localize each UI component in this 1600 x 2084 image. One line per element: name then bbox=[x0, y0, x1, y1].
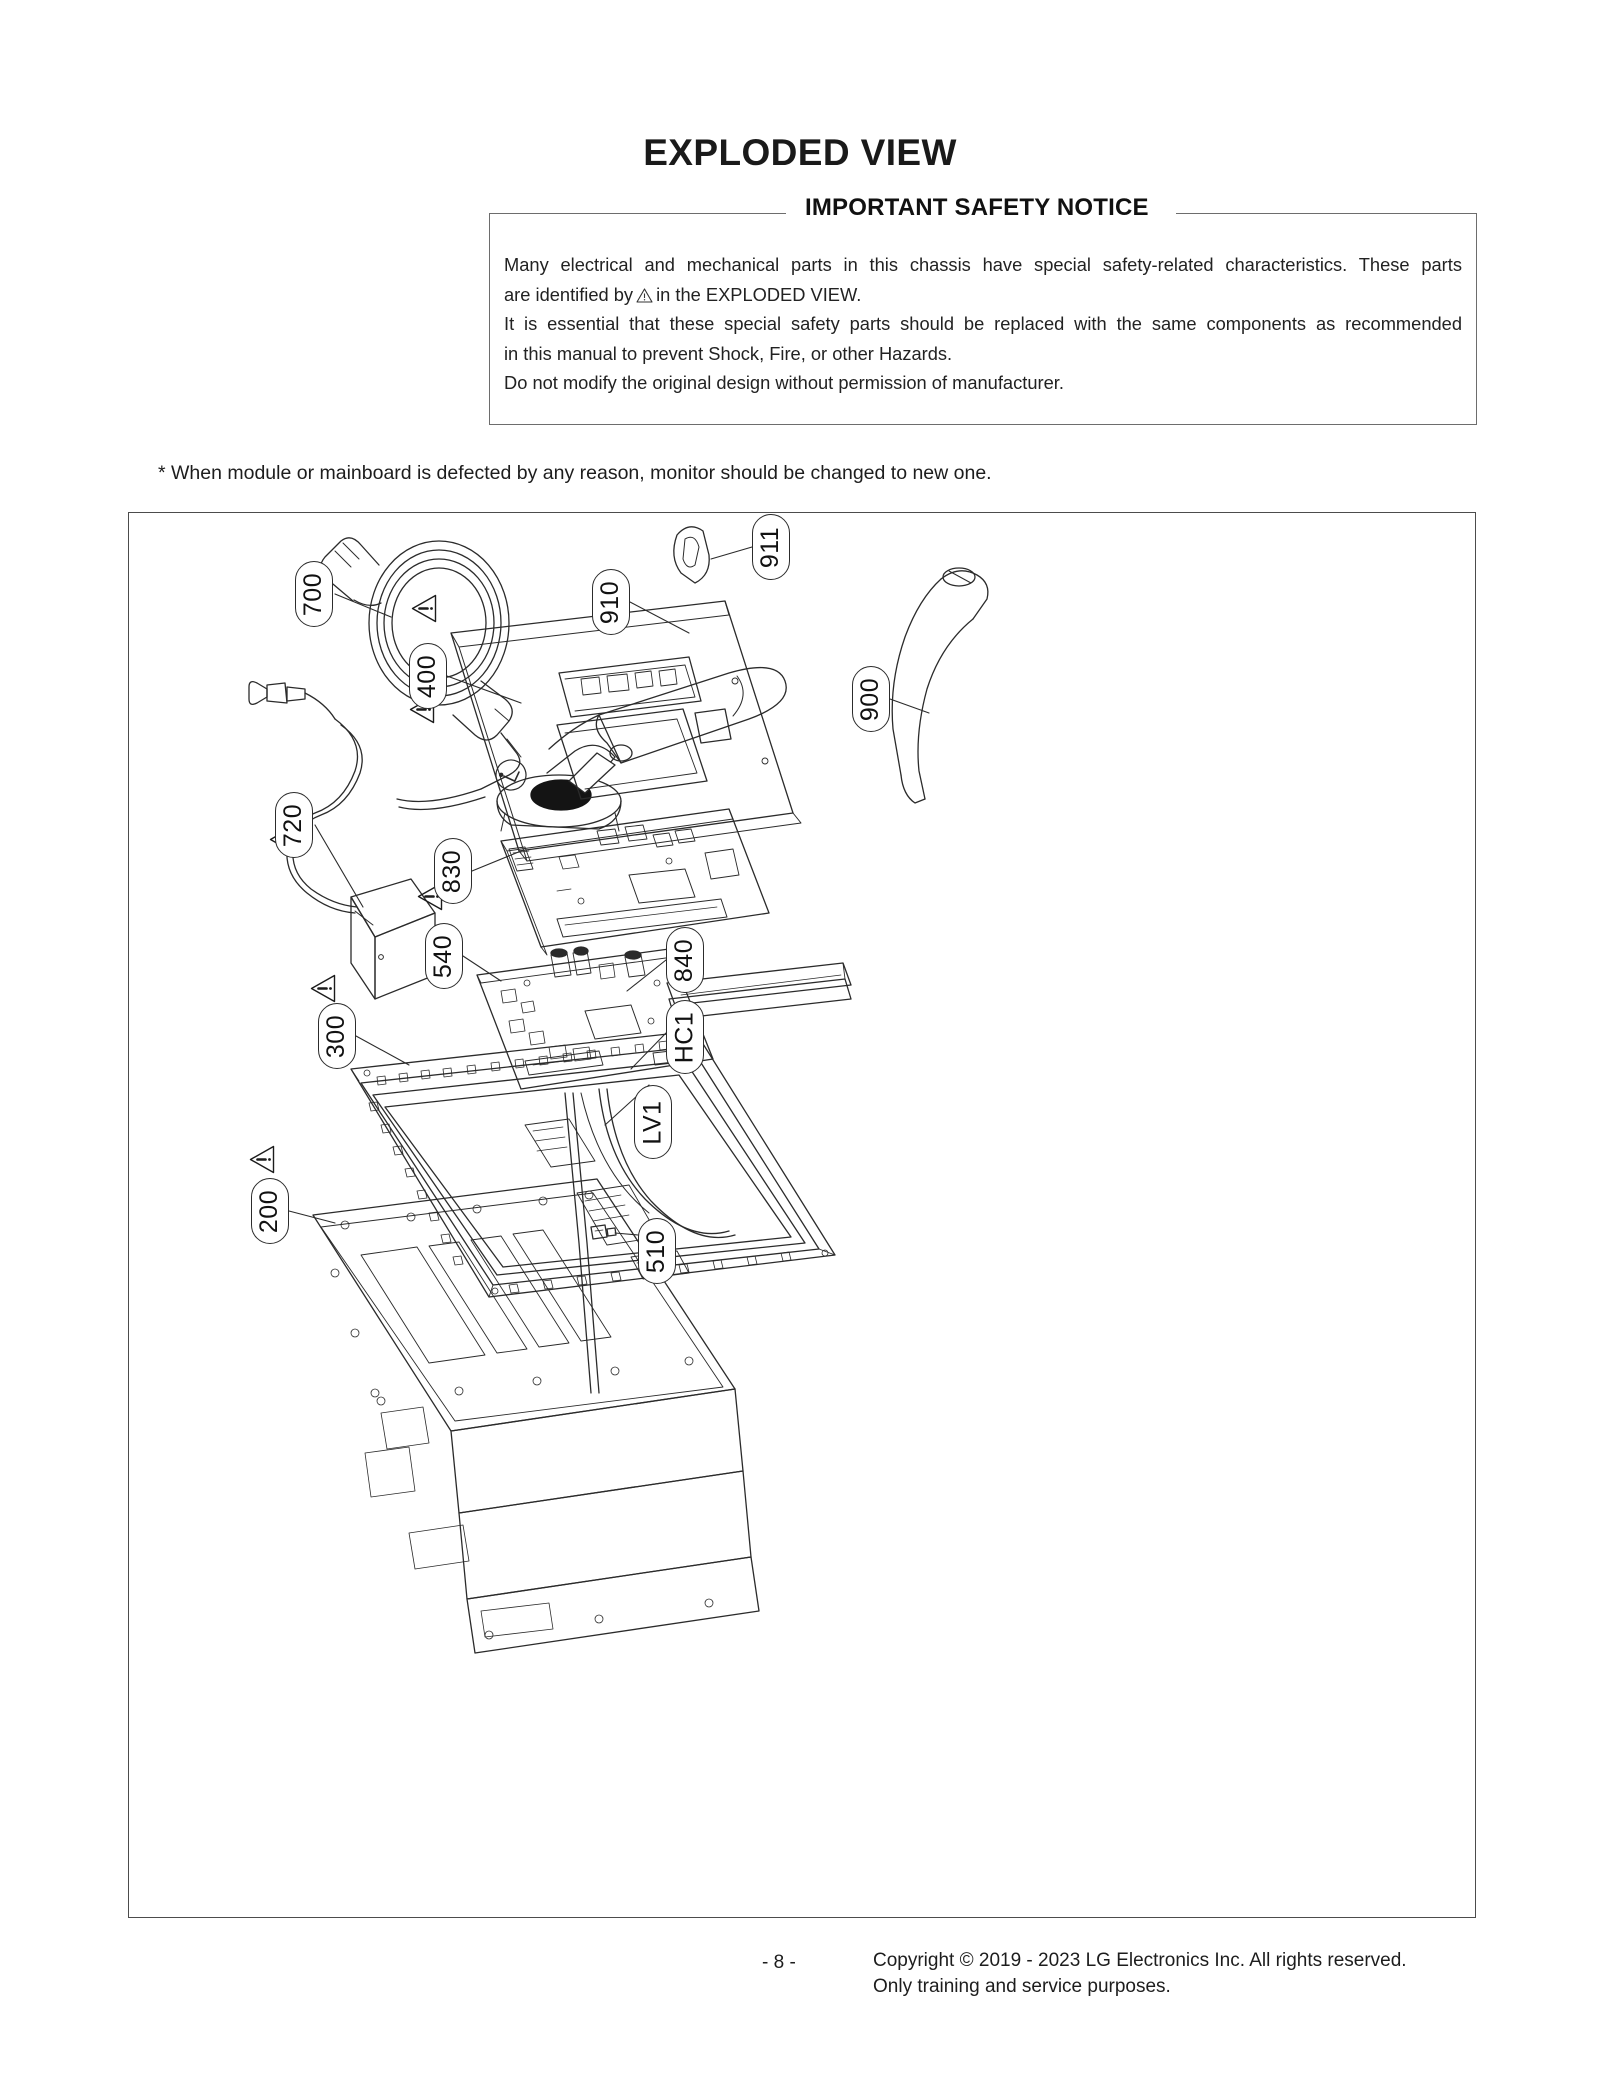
callout-LV1[interactable] bbox=[634, 1085, 672, 1159]
callout-HC1[interactable] bbox=[666, 1000, 704, 1074]
copyright-line-1: Copyright © 2019 - 2023 LG Electronics Inc. All rights reserved. bbox=[873, 1950, 1407, 1971]
callout-label: 840 bbox=[670, 938, 699, 982]
part-stand-cap bbox=[674, 527, 709, 583]
callout-840[interactable] bbox=[666, 927, 704, 993]
callout-700[interactable] bbox=[295, 561, 333, 627]
leader-lines bbox=[289, 547, 929, 1235]
safety-line-1: Many electrical and mechanical parts in this chassis have special safety-related characteristics. These parts bbox=[504, 254, 1462, 275]
part-lcd-panel bbox=[313, 1179, 759, 1653]
callout-200[interactable] bbox=[251, 1178, 289, 1244]
part-stand-base bbox=[892, 568, 988, 803]
warning-triangle-icon bbox=[310, 974, 337, 1004]
callout-label: 900 bbox=[856, 677, 885, 721]
callout-label: 830 bbox=[438, 849, 467, 893]
safety-line-5: Do not modify the original design without permission of manufacturer. bbox=[504, 372, 1064, 393]
page-number: - 8 - bbox=[762, 1952, 796, 1973]
callout-label: HC1 bbox=[670, 1011, 699, 1063]
safety-line-2 bbox=[504, 280, 1464, 310]
callout-910[interactable] bbox=[592, 569, 630, 635]
callout-label: 910 bbox=[596, 580, 625, 624]
warning-triangle-icon bbox=[249, 1145, 276, 1175]
part-stand-arm bbox=[497, 668, 786, 831]
callout-label: 540 bbox=[429, 934, 458, 978]
callout-label: 400 bbox=[413, 654, 442, 698]
callout-911[interactable] bbox=[752, 514, 790, 580]
callout-label: LV1 bbox=[638, 1099, 667, 1145]
safety-notice-heading: IMPORTANT SAFETY NOTICE bbox=[795, 194, 1159, 222]
exploded-view-diagram bbox=[128, 512, 1476, 1918]
callout-label: 700 bbox=[299, 572, 328, 616]
callout-900[interactable] bbox=[852, 666, 890, 732]
part-control-board bbox=[501, 809, 769, 955]
copyright-line-2: Only training and service purposes. bbox=[873, 1976, 1171, 1997]
safety-line-2a: are identified by bbox=[504, 283, 634, 305]
safety-line-4: in this manual to prevent Shock, Fire, or other Hazards. bbox=[504, 342, 953, 364]
callout-720[interactable] bbox=[275, 792, 313, 858]
safety-line-2b: in the EXPLODED VIEW. bbox=[656, 283, 862, 305]
callout-300[interactable] bbox=[318, 1003, 356, 1069]
safety-line-3: It is essential that these special safety parts should be replaced with the same components as recommended bbox=[504, 313, 1462, 334]
callout-label: 720 bbox=[279, 803, 308, 847]
part-screw bbox=[591, 1225, 616, 1239]
copyright-notice bbox=[873, 1948, 1407, 2000]
callout-label: 200 bbox=[255, 1189, 284, 1233]
callout-510[interactable] bbox=[638, 1218, 676, 1284]
callout-400[interactable] bbox=[409, 643, 447, 709]
safety-notice-text bbox=[504, 250, 1464, 398]
page-title: EXPLODED VIEW bbox=[643, 132, 957, 173]
callout-label: 911 bbox=[756, 526, 785, 568]
warning-triangle-icon bbox=[636, 282, 653, 297]
callout-label: 510 bbox=[642, 1229, 671, 1273]
module-note: * When module or mainboard is defected by any reason, monitor should be changed to new one. bbox=[158, 462, 992, 484]
callout-label: 300 bbox=[322, 1014, 351, 1058]
callout-540[interactable] bbox=[425, 923, 463, 989]
callout-830[interactable] bbox=[434, 838, 472, 904]
exploded-view-artwork bbox=[129, 513, 1476, 1918]
warning-triangle-icon bbox=[411, 594, 438, 624]
